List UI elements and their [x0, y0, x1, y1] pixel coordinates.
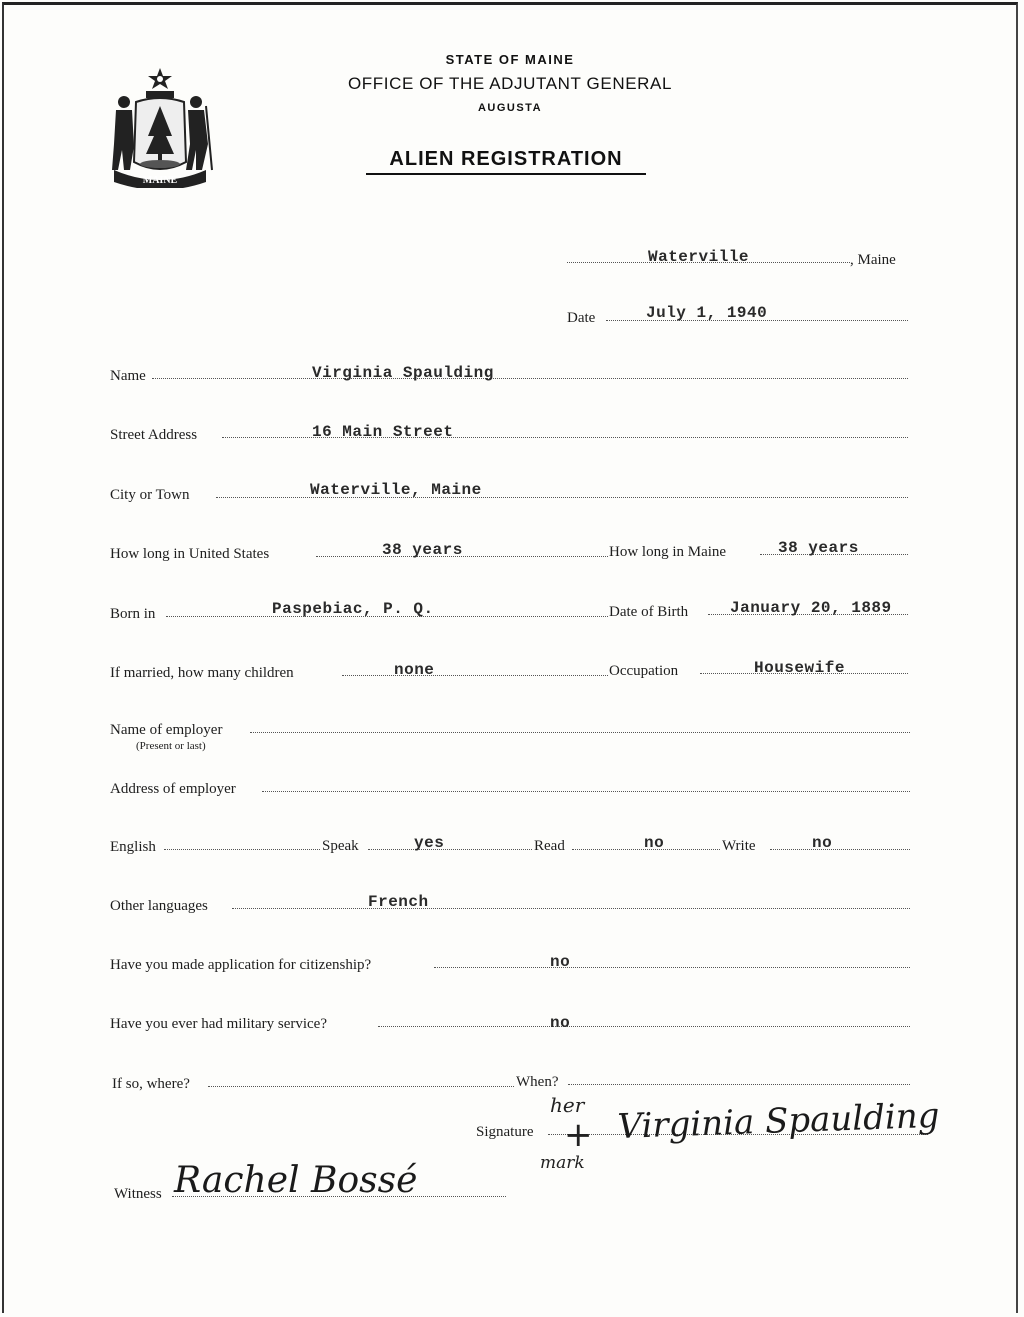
citizenship-label: Have you made application for citizenship? — [110, 957, 372, 973]
when-line — [568, 1084, 910, 1085]
header-state: STATE OF MAINE — [445, 52, 575, 67]
occupation-label: Occupation — [609, 663, 679, 679]
children-value: none — [394, 661, 435, 679]
read-label: Read — [534, 838, 565, 854]
signature-label: Signature — [476, 1124, 534, 1140]
children-line — [342, 675, 608, 676]
maine-duration-label: How long in Maine — [609, 544, 727, 560]
form-title: ALIEN REGISTRATION — [366, 148, 646, 175]
employer-sublabel: (Present or last) — [136, 740, 206, 752]
employer-address-line — [262, 791, 910, 792]
header-office: OFFICE OF THE ADJUTANT GENERAL — [347, 74, 673, 93]
employer-line — [250, 732, 910, 733]
where-label: If so, where? — [112, 1076, 190, 1092]
speak-value: yes — [414, 834, 445, 852]
maine-seal-icon — [106, 66, 214, 188]
maine-duration-value: 38 years — [778, 539, 859, 557]
speak-label: Speak — [322, 838, 359, 854]
street-value: 16 Main Street — [312, 423, 454, 441]
signature-name: Virginia Spaulding — [616, 1095, 941, 1147]
other-languages-value: French — [368, 893, 429, 911]
witness-label: Witness — [114, 1186, 162, 1202]
military-value: no — [550, 1014, 571, 1032]
city-value: Waterville, Maine — [310, 481, 482, 499]
born-in-label: Born in — [110, 606, 156, 622]
place-suffix: , Maine — [850, 252, 896, 268]
name-label: Name — [110, 368, 146, 384]
english-label: English — [110, 839, 156, 855]
seal-banner-text: MAINE — [142, 175, 178, 186]
citizenship-value: no — [550, 953, 571, 971]
other-languages-label: Other languages — [110, 898, 208, 914]
occupation-value: Housewife — [754, 659, 845, 677]
dob-label: Date of Birth — [609, 604, 689, 620]
employer-label: Name of employer — [110, 722, 223, 738]
place-value: Waterville — [648, 248, 750, 266]
children-label: If married, how many children — [110, 665, 294, 681]
name-value: Virginia Spaulding — [312, 364, 494, 382]
english-line — [164, 849, 320, 850]
signature-handwriting — [520, 1088, 960, 1184]
us-duration-label: How long in United States — [110, 546, 270, 562]
when-label: When? — [516, 1074, 559, 1090]
witness-name: Rachel Bossé — [174, 1160, 418, 1201]
date-value: July 1, 1940 — [646, 304, 768, 322]
write-line — [770, 849, 910, 850]
witness-handwriting — [170, 1140, 470, 1220]
where-line — [208, 1086, 514, 1087]
military-line — [378, 1026, 910, 1027]
other-languages-line — [232, 908, 910, 909]
signature-mark-top: her — [550, 1093, 585, 1117]
header-city: AUGUSTA — [477, 102, 543, 114]
write-value: no — [812, 834, 833, 852]
date-label: Date — [567, 310, 596, 326]
employer-address-label: Address of employer — [110, 781, 236, 797]
us-duration-value: 38 years — [382, 541, 463, 559]
signature-mark-bottom: mark — [540, 1153, 585, 1173]
signature-mark-symbol: + — [564, 1115, 593, 1155]
write-label: Write — [722, 838, 756, 854]
read-value: no — [644, 834, 665, 852]
name-line — [152, 378, 908, 379]
born-in-value: Paspebiac, P. Q. — [272, 600, 434, 618]
speak-line — [368, 849, 532, 850]
military-label: Have you ever had military service? — [110, 1016, 327, 1032]
city-label: City or Town — [110, 487, 190, 503]
citizenship-line — [434, 967, 910, 968]
dob-value: January 20, 1889 — [730, 599, 892, 617]
street-label: Street Address — [110, 427, 198, 443]
